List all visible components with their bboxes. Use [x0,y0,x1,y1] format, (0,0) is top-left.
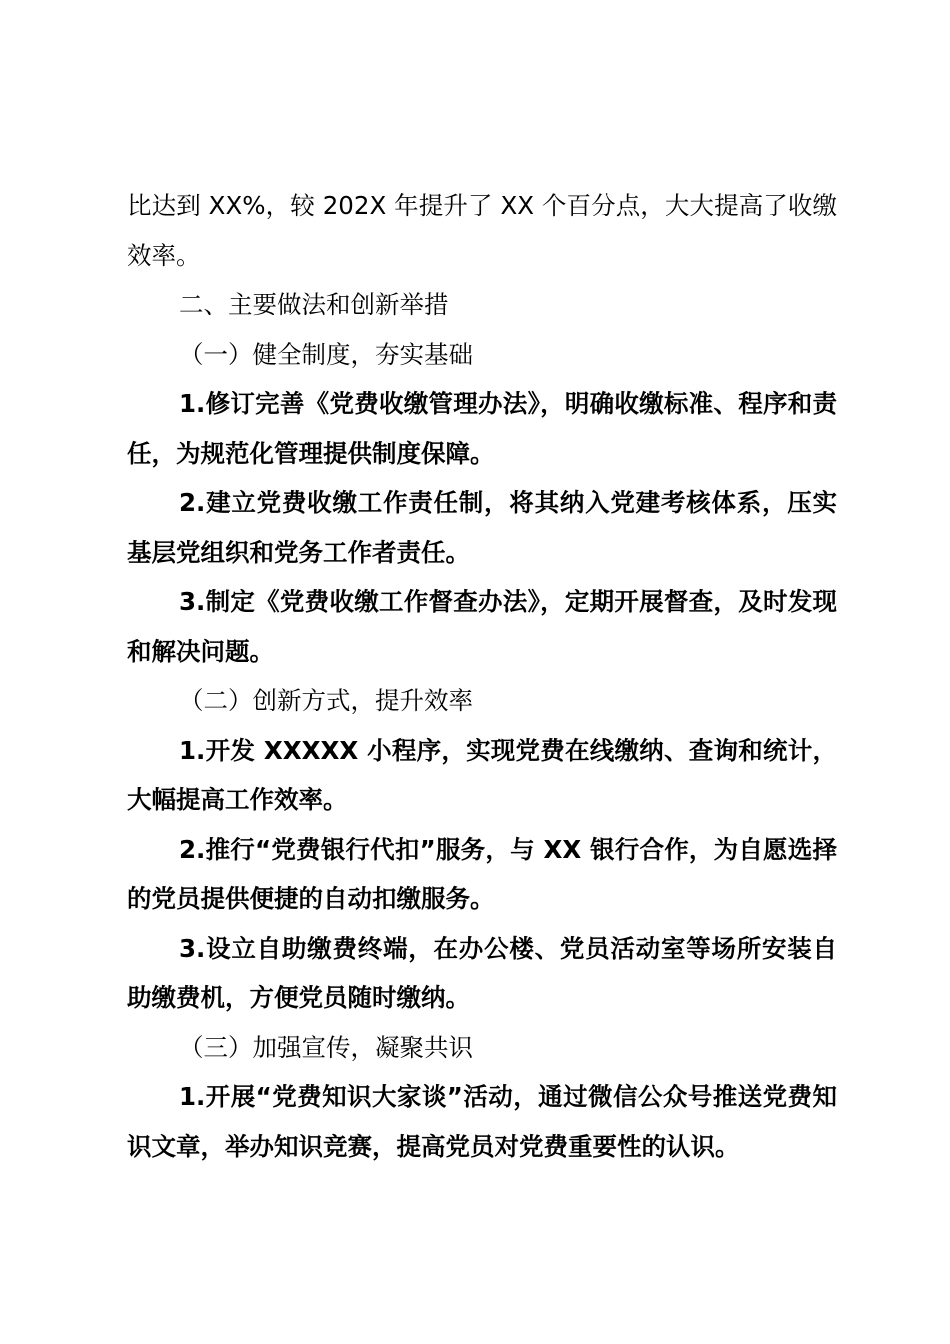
list-item-2-3: 3.设立自助缴费终端，在办公楼、党员活动室等场所安装自助缴费机，方便党员随时缴纳。 [127,933,837,1012]
list-item-1-1: 1.修订完善《党费收缴管理办法》，明确收缴标准、程序和责任，为规范化管理提供制度保障。 [127,389,837,468]
subsection-heading-2: （二）创新方式，提升效率 [179,686,473,715]
list-item-1-2: 2.建立党费收缴工作责任制，将其纳入党建考核体系，压实基层党组织和党务工作者责任。 [127,488,837,567]
list-item-2-1: 1.开发 XXXXX 小程序，实现党费在线缴纳、查询和统计，大幅提高工作效率。 [127,735,837,814]
list-item-2-2: 2.推行“党费银行代扣”服务，与 XX 银行合作，为自愿选择的党员提供便捷的自动扣缴服务。 [127,834,837,913]
list-item-1-3: 3.制定《党费收缴工作督查办法》，定期开展督查，及时发现和解决问题。 [127,587,837,666]
document-body [127,181,837,1171]
paragraph-continuation: 比达到 XX%，较 202X 年提升了 XX 个百分点，大大提高了收缴效率。 [127,191,837,270]
subsection-heading-1: （一）健全制度，夯实基础 [179,339,473,369]
list-item-3-1: 1.开展“党费知识大家谈”活动，通过微信公众号推送党费知识文章，举办知识竞赛，提高党员对党费重要性的认识。 [127,1082,837,1161]
subsection-heading-3: （三）加强宣传，凝聚共识 [179,1032,473,1062]
section-heading-main-practices: 二、主要做法和创新举措 [179,290,449,319]
